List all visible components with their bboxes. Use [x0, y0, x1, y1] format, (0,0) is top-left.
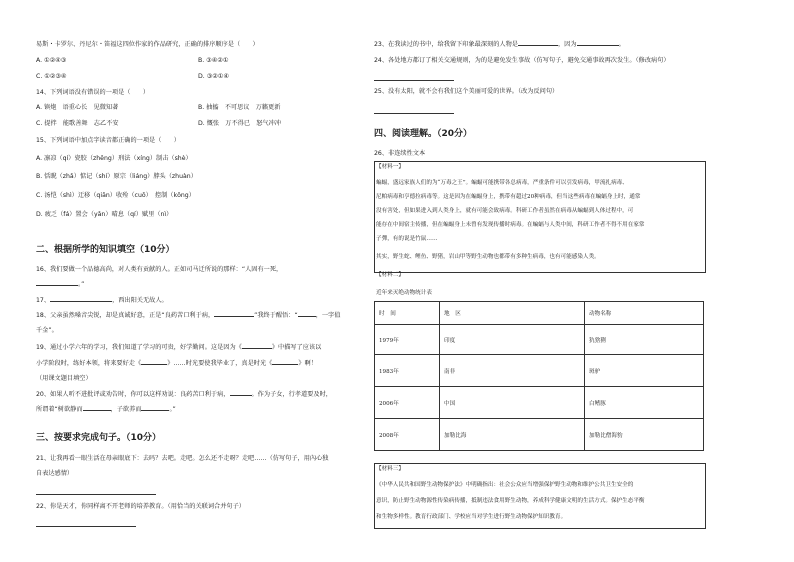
question-19-line1: 19、通过小学六年的学习，我们知道了学习的可贵，好学勤问。这是因为《 》中描写了应该以 — [36, 344, 322, 351]
question-24: 24、各处地方都订了相关交通规则，为的是避免发生事故（仿写句子，避免交通事故再次发生。（修改病句） — [374, 57, 670, 64]
table-header: 时 间 — [375, 302, 440, 325]
material-3-line: 《中华人民共和国野生动物保护法》中明确指出：社会公众应当增强保护野生动物和维护公共卫生安全的 — [376, 482, 634, 488]
q15-option-b: B. 恬睨（zhǎ）惦记（shí）原宗（liáng）脖头（zhuàn） — [36, 173, 197, 180]
answer-blank[interactable] — [518, 45, 558, 46]
question-18-line2: 千金”。 — [36, 327, 58, 334]
table-cell: 加勒比僧海豹 — [585, 419, 704, 451]
question-20-line1: 20、如果人听不进批评或劝告时，你可以这样劝说：良药苦口利于病， 。作为子女，行孝道要及时， — [36, 391, 332, 398]
question-19-line2: 小学阶段时，练好本领，将来要好走《 》……时光要使我毕业了，真是时光《 》啊！ — [36, 360, 317, 367]
question-14-stem: 14、下列词语没有错误的一项是（ ） — [36, 89, 150, 96]
q15-option-c: C. 汤恺（shì）迂移（qiān）收殓（cuō） 控制（kōng） — [36, 192, 195, 199]
question-16-line2: 。” — [36, 281, 84, 289]
material-1-line: 没有害处，但如果进入到人类身上，就有可能会致病毒。科研工作者虽然在病毒从蝙蝠到人体过程中，可 — [376, 208, 634, 214]
answer-blank[interactable] — [577, 45, 619, 46]
question-21-line1: 21、让我再看一眼生活在母亲眼底下：去吗？去吧。走吧。怎么还不走呀？走吧……（仿写句子，用內心独 — [36, 455, 329, 462]
table-caption: 近年来灭绝动物统计表 — [376, 290, 432, 296]
material-2-label: 【材料二】 — [376, 272, 404, 278]
material-1-last-line: 其实，野生蛇、鲤鱼、野猪，岩山甲等野生动物也都带有多种生病毒，也有可能感染人类。 — [376, 254, 600, 260]
q14-option-b: B. 抽搐 不可思议 万籁更新 — [198, 104, 281, 111]
question-16-line1: 16、我们要做一个品德高尚，对人类有贡献的人。正如司马迁所说的那样：“人固有一死， — [36, 266, 283, 273]
answer-blank[interactable] — [214, 316, 254, 317]
question-15-stem: 15、下列词语中加点字读音都正确的一项是（ ） — [36, 137, 180, 144]
material-3-line: 意识，防止野生动物源性传染病传播，抵制违法食用野生动物，养成科学健康文明的生活方式。保护生态平衡 — [376, 498, 645, 504]
question-25: 25、没有太阳，就不会有我们这个美丽可爱的世界。（改为反问句） — [374, 88, 559, 95]
table-cell: 2008年 — [375, 419, 440, 451]
section-4-title: 四、阅读理解。（20分） — [374, 129, 473, 139]
table-cell: 白鳍豚 — [585, 387, 704, 419]
q14-option-d: D. 慨张 万不得已 怒气冲冲 — [198, 120, 281, 127]
question-18-line1: 18、父亲虽然嗓音尖锐，却是真诚好意，正是“良药苦口利于病， ”我终于醒悟：“ ，一字值 — [36, 312, 341, 319]
q13-option-d: D. ③②①④ — [198, 73, 229, 80]
material-1-line: 蝙蝠，盛远家族人们的为“万毒之王”。蝙蝠可能携带各总病毒，严重条件可以引发病毒，甲流扎病毒、 — [376, 180, 628, 186]
table-row — [375, 355, 704, 387]
material-1-line: 能存在中间宿主传播，但在蝙蝠身上未曾有发现传播时病毒。在蝙蝠与人类中间，科研工作者不得不用在家常 — [376, 222, 645, 228]
table-row — [375, 325, 704, 355]
question-22: 22、你是天才，你同样离不开老师的培养教育。（用恰当的关联词合并句子） — [36, 503, 245, 510]
question-19-note: （用课文题目填空） — [36, 375, 92, 382]
table-cell: 南非 — [440, 355, 585, 387]
question-26-title: 26、非连续性文本 — [374, 150, 426, 157]
table-cell: 2006年 — [375, 387, 440, 419]
table-header: 地 区 — [440, 302, 585, 325]
answer-blank[interactable] — [141, 410, 169, 411]
answer-blank[interactable] — [50, 301, 112, 302]
answer-line[interactable] — [374, 113, 454, 114]
answer-line[interactable] — [374, 80, 454, 81]
section-2-title: 二、根据所学的知识填空（10分） — [36, 245, 175, 255]
answer-blank[interactable] — [298, 316, 316, 317]
section-3-title: 三、按要求完成句子。（10分） — [36, 433, 162, 443]
answer-blank[interactable] — [272, 364, 298, 365]
question-23: 23、在我读过的书中，给我留下印象最深刻的人物是 ，因为 。 — [374, 41, 625, 48]
answer-blank[interactable] — [230, 395, 252, 396]
question-17: 17、 ，西出阳关无故人。 — [36, 297, 168, 304]
question-20-line2: 所谓着“树欲静而 ，子欲养而 。” — [36, 406, 176, 413]
q13-option-b: B. ③④②① — [198, 57, 229, 64]
q13-option-c: C. ①②③④ — [36, 73, 67, 80]
q15-option-a: A. 凛凉（qí）瓷胶（zhēng）刑法（xíng）制击（shè） — [36, 155, 192, 162]
table-cell: 中国 — [440, 387, 585, 419]
answer-line[interactable] — [36, 526, 136, 527]
q15-option-d: D. 疲乏（fá）置会（yǎn）晴息（qí）赋里（nì） — [36, 211, 173, 218]
answer-blank[interactable] — [36, 285, 78, 286]
table-cell: 加勒比海 — [440, 419, 585, 451]
question-21-line2: 自表达感情） — [36, 470, 74, 477]
table-header-row — [375, 302, 704, 325]
table-cell: 印度 — [440, 325, 585, 355]
answer-blank[interactable] — [242, 348, 272, 349]
answer-line[interactable] — [36, 494, 156, 495]
table-header: 动物名称 — [585, 302, 704, 325]
table-cell: 1979年 — [375, 325, 440, 355]
answer-blank[interactable] — [83, 410, 111, 411]
material-1-line: 子彈，有的说是竹鼠…… — [376, 236, 438, 242]
table-row — [375, 387, 704, 419]
q14-option-a: A. 镇炮 语重心长 见微知著 — [36, 104, 119, 111]
q14-option-c: C. 提拌 能歌善舞 志乙不安 — [36, 120, 119, 127]
table-cell: 犰猞猁 — [585, 325, 704, 355]
table-cell: 1983年 — [375, 355, 440, 387]
table-row — [375, 419, 704, 451]
extinct-animals-table — [374, 301, 704, 451]
table-cell: 斑驴 — [585, 355, 704, 387]
question-13-stem: 易斯・卡罗尔、丹尼尔・笛福这四位作家的作品研究，正确的排序顺序是（ ） — [36, 41, 259, 48]
material-1-line: 尼帕病毒和亨德拉病毒等。这是因为在蝙蝠身上，携带有超过20种病毒，但当这些病毒在蝙蝠身上时，通常 — [376, 194, 641, 200]
material-3-label: 【材料三】 — [376, 466, 404, 472]
answer-blank[interactable] — [141, 364, 167, 365]
q13-option-a: A. ①②④③ — [36, 57, 67, 64]
material-1-label: 【材料一】 — [376, 164, 404, 170]
material-3-line: 和生物多样性。教育行政部门、学校应当对学生进行野生动物保护知识教育。 — [376, 514, 567, 520]
